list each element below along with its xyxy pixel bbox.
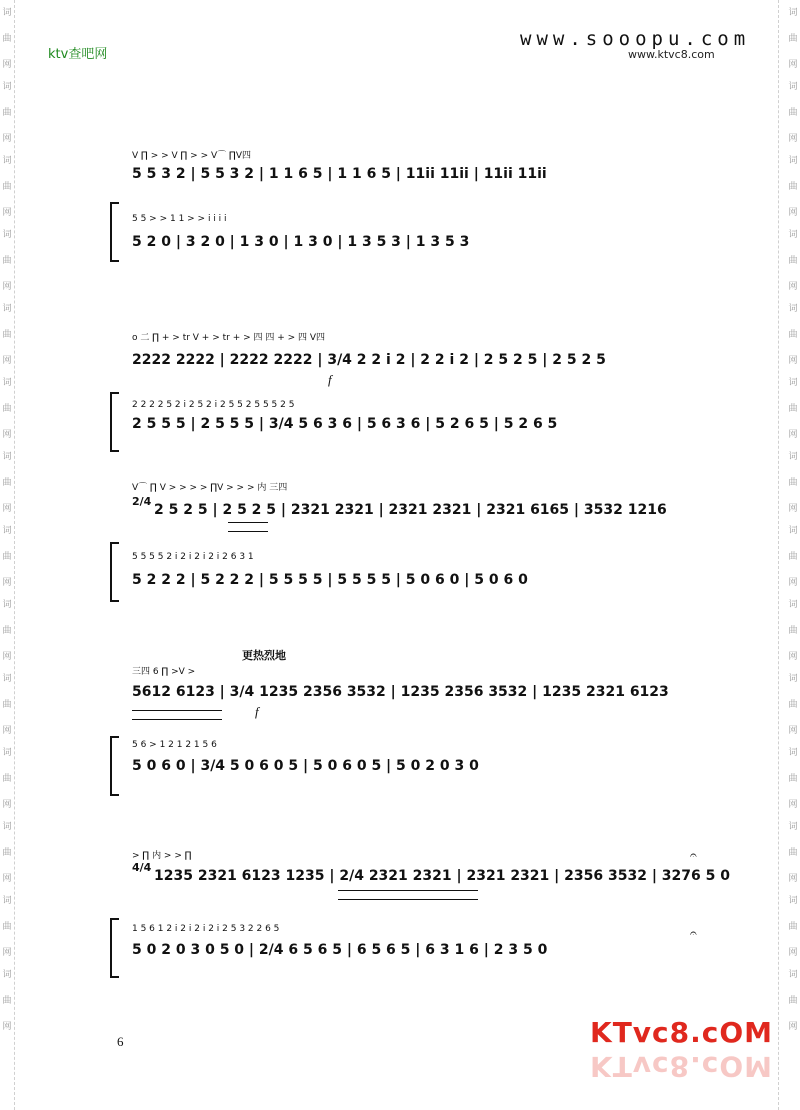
side-watermark-char: 曲 <box>788 478 798 488</box>
side-watermark-char: 网 <box>2 134 12 144</box>
articulation-marks: > ∏ 内 > > ∏ <box>132 851 192 861</box>
side-watermark-char: 曲 <box>788 922 798 932</box>
melody-line: 5 5 3 2 | 5 5 3 2 | 1 1 6 5 | 1 1 6 5 | 11ii 11ii | 11ii 11ii <box>132 166 547 182</box>
score-system-5 <box>110 846 731 976</box>
side-watermark-char: 网 <box>788 800 798 810</box>
side-watermark-char: 曲 <box>2 996 12 1006</box>
side-watermark-char: 网 <box>2 1022 12 1032</box>
side-watermark-char: 词 <box>2 82 12 92</box>
side-watermark-char: 网 <box>2 726 12 736</box>
accompaniment-marks: 1 5 6 1 2 i 2 i 2 i 2 i 2 5 3 2 2 6 5 <box>132 924 280 934</box>
score-system-4 <box>110 662 700 792</box>
side-watermark-char: 曲 <box>788 552 798 562</box>
side-watermark-char: 词 <box>788 82 798 92</box>
side-watermark-char: 词 <box>788 748 798 758</box>
dynamic-marking: f <box>328 372 332 387</box>
side-watermark-char: 网 <box>2 282 12 292</box>
side-watermark-char: 词 <box>2 8 12 18</box>
side-watermark-char: 曲 <box>788 700 798 710</box>
side-watermark-char: 网 <box>2 208 12 218</box>
side-watermark-char: 曲 <box>788 330 798 340</box>
accompaniment-line: 5 0 6 0 | 3/4 5 0 6 0 5 | 5 0 6 0 5 | 5 0 2 0 3 0 <box>132 758 479 774</box>
side-watermark-char: 曲 <box>788 34 798 44</box>
site-logo: KTvc8.cOM <box>590 1016 774 1049</box>
side-watermark-char: 词 <box>2 452 12 462</box>
side-watermark-char: 词 <box>788 600 798 610</box>
side-watermark-char: 词 <box>788 378 798 388</box>
accompaniment-line: 5 2 2 2 | 5 2 2 2 | 5 5 5 5 | 5 5 5 5 | 5 0 6 0 | 5 0 6 0 <box>132 572 528 588</box>
accompaniment-marks: 5 6 > 1 2 1 2 1 5 6 <box>132 740 217 750</box>
score-system-3 <box>110 478 700 608</box>
time-signature: 4/4 <box>132 861 152 874</box>
melody-line: 5612 6123 | 3/4 1235 2356 3532 | 1235 2356 3532 | 1235 2321 6123 <box>132 684 669 700</box>
side-watermark-char: 曲 <box>788 108 798 118</box>
time-signature: 2/4 <box>132 495 152 508</box>
side-watermark-char: 网 <box>2 874 12 884</box>
site-logo-reflection: KTvc8.cOM <box>590 1050 774 1083</box>
side-watermark-char: 曲 <box>788 848 798 858</box>
side-watermark-char: 曲 <box>788 404 798 414</box>
side-watermark-char: 曲 <box>2 922 12 932</box>
side-watermark-char: 网 <box>788 430 798 440</box>
staff-brace <box>110 918 119 978</box>
fermata-mark: 𝄐 <box>690 926 697 940</box>
side-watermark-char: 词 <box>2 378 12 388</box>
side-watermark-char: 网 <box>788 652 798 662</box>
side-watermark-char: 网 <box>788 60 798 70</box>
page-number: 6 <box>117 1034 124 1049</box>
side-watermark-char: 词 <box>788 526 798 536</box>
articulation-marks: 三四 6 ∏ >V > <box>132 667 196 677</box>
crescendo-hairpin <box>338 890 478 900</box>
accompaniment-line: 2 5 5 5 | 2 5 5 5 | 3/4 5 6 3 6 | 5 6 3 6 | 5 2 6 5 | 5 2 6 5 <box>132 416 558 432</box>
score-system-2 <box>110 330 700 440</box>
left-watermark-strip <box>0 0 14 1110</box>
side-watermark-char: 网 <box>788 356 798 366</box>
accompaniment-line: 5 0 2 0 3 0 5 0 | 2/4 6 5 6 5 | 6 5 6 5 | 6 3 1 6 | 2 3 5 0 <box>132 942 548 958</box>
side-watermark-char: 曲 <box>2 182 12 192</box>
side-watermark-char: 词 <box>2 748 12 758</box>
side-watermark-char: 词 <box>788 8 798 18</box>
side-watermark-char: 网 <box>788 504 798 514</box>
side-watermark-char: 词 <box>788 230 798 240</box>
staff-brace <box>110 392 119 452</box>
watermark-site-sub: www.ktvc8.com <box>628 48 715 61</box>
accompaniment-marks: 5 5 5 5 2 i 2 i 2 i 2 i 2 6 3 1 <box>132 552 254 562</box>
side-watermark-char: 网 <box>788 208 798 218</box>
side-watermark-char: 词 <box>2 896 12 906</box>
melody-line: 2 5 2 5 | 2 5 2 5 | 2321 2321 | 2321 2321 | 2321 6165 | 3532 1216 <box>154 502 667 518</box>
side-watermark-char: 词 <box>2 822 12 832</box>
staff-brace <box>110 542 119 602</box>
side-watermark-char: 词 <box>788 896 798 906</box>
fermata-mark: 𝄐 <box>690 848 697 862</box>
side-watermark-char: 网 <box>788 874 798 884</box>
side-watermark-char: 曲 <box>788 256 798 266</box>
side-watermark-char: 网 <box>788 578 798 588</box>
score-system-1 <box>110 140 700 270</box>
side-watermark-char: 词 <box>2 674 12 684</box>
side-watermark-char: 曲 <box>2 330 12 340</box>
accompaniment-marks: 5 5 > > 1 1 > > i i i i <box>132 214 227 224</box>
side-watermark-char: 网 <box>788 948 798 958</box>
side-watermark-char: 网 <box>2 430 12 440</box>
side-watermark-char: 曲 <box>2 700 12 710</box>
right-watermark-strip <box>786 0 800 1110</box>
side-watermark-char: 曲 <box>2 34 12 44</box>
side-watermark-char: 网 <box>788 1022 798 1032</box>
side-watermark-char: 词 <box>2 600 12 610</box>
articulation-marks: o 二 ∏ + > tr V + > tr + > 四 四 + > 四 V四 <box>132 333 326 343</box>
side-watermark-char: 网 <box>788 726 798 736</box>
accompaniment-line: 5 2 0 | 3 2 0 | 1 3 0 | 1 3 0 | 1 3 5 3 | 1 3 5 3 <box>132 234 470 250</box>
melody-line: 1235 2321 6123 1235 | 2/4 2321 2321 | 2321 2321 | 2356 3532 | 3276 5 0 <box>154 868 731 884</box>
left-margin-rule <box>14 0 15 1110</box>
side-watermark-char: 曲 <box>788 996 798 1006</box>
side-watermark-char: 网 <box>2 800 12 810</box>
side-watermark-char: 词 <box>788 156 798 166</box>
side-watermark-char: 词 <box>788 970 798 980</box>
articulation-marks: V⌒ ∏ V > > > > ∏V > > > 内 三四 <box>132 483 288 493</box>
crescendo-hairpin <box>132 710 222 720</box>
staff-brace <box>110 202 119 262</box>
side-watermark-char: 曲 <box>788 774 798 784</box>
side-watermark-char: 网 <box>2 578 12 588</box>
side-watermark-char: 曲 <box>2 552 12 562</box>
tempo-marking: 更热烈地 <box>242 649 286 662</box>
side-watermark-char: 曲 <box>2 774 12 784</box>
side-watermark-char: 网 <box>2 356 12 366</box>
side-watermark-char: 网 <box>788 282 798 292</box>
side-watermark-char: 曲 <box>788 626 798 636</box>
side-watermark-char: 词 <box>788 674 798 684</box>
side-watermark-char: 网 <box>2 652 12 662</box>
staff-brace <box>110 736 119 796</box>
side-watermark-char: 曲 <box>2 108 12 118</box>
watermark-site-left: ktv查吧网 <box>48 47 108 62</box>
melody-line: 2222 2222 | 2222 2222 | 3/4 2 2 i 2 | 2 2 i 2 | 2 5 2 5 | 2 5 2 5 <box>132 352 606 368</box>
side-watermark-char: 曲 <box>2 256 12 266</box>
side-watermark-char: 网 <box>2 948 12 958</box>
side-watermark-char: 词 <box>788 304 798 314</box>
crescendo-hairpin <box>228 522 268 532</box>
side-watermark-char: 网 <box>2 60 12 70</box>
articulation-marks: V ∏ > > V ∏ > > V⌒ ∏V四 <box>132 151 251 161</box>
dynamic-marking: f <box>255 704 259 719</box>
side-watermark-char: 曲 <box>788 182 798 192</box>
side-watermark-char: 曲 <box>2 404 12 414</box>
side-watermark-char: 曲 <box>2 626 12 636</box>
side-watermark-char: 词 <box>2 526 12 536</box>
side-watermark-char: 词 <box>788 822 798 832</box>
side-watermark-char: 网 <box>2 504 12 514</box>
side-watermark-char: 曲 <box>2 848 12 858</box>
side-watermark-char: 词 <box>2 970 12 980</box>
side-watermark-char: 词 <box>788 452 798 462</box>
side-watermark-char: 词 <box>2 156 12 166</box>
right-margin-rule <box>778 0 779 1110</box>
watermark-site-right: www.sooopu.com <box>520 28 751 50</box>
side-watermark-char: 曲 <box>2 478 12 488</box>
side-watermark-char: 网 <box>788 134 798 144</box>
side-watermark-char: 词 <box>2 304 12 314</box>
accompaniment-marks: 2 2 2 2 5 2 i 2 5 2 i 2 5 5 2 5 5 5 2 5 <box>132 400 295 410</box>
side-watermark-char: 词 <box>2 230 12 240</box>
